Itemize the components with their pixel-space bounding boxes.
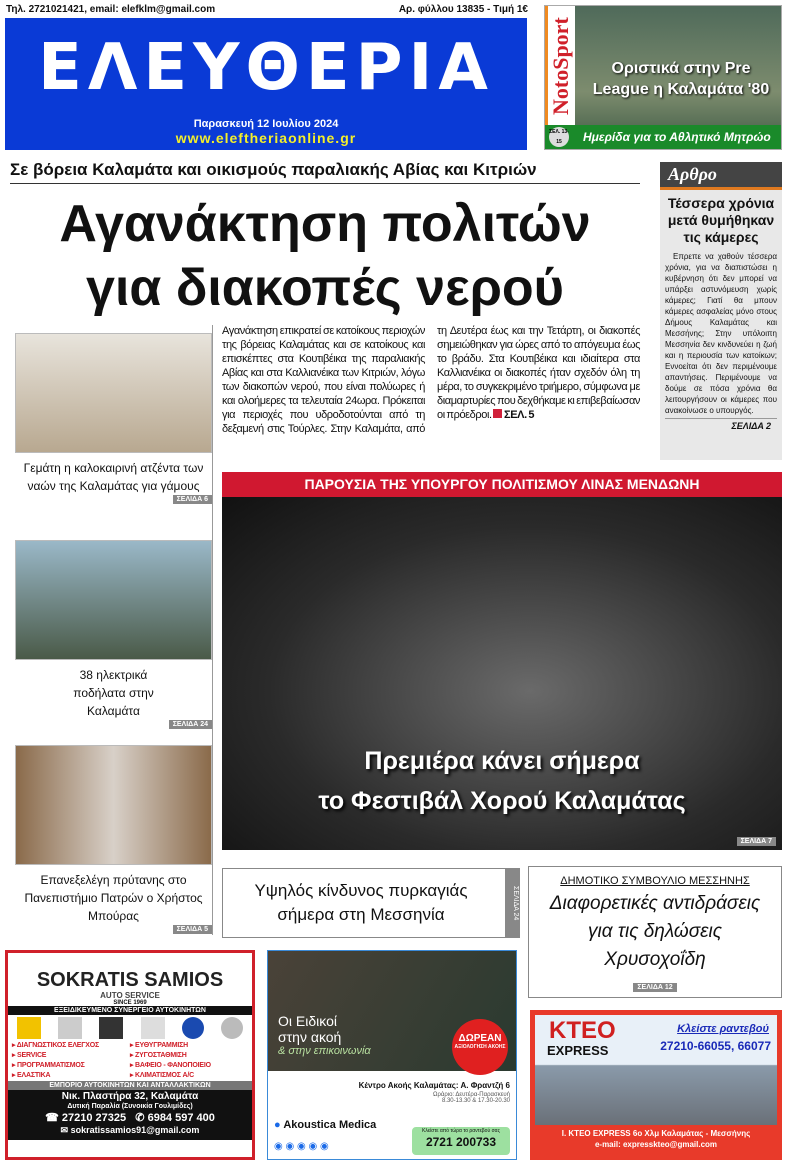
service-item: ▸ ΕΛΑΣΤΙΚΑ	[12, 1072, 51, 1079]
ad-mobile: 6984 597 400	[147, 1112, 215, 1124]
side-story-caption: Επανεξελέγη πρύτανης στο Πανεπιστήμιο Πατρών ο Χρήστος Μπούρας	[24, 873, 203, 923]
sport-subheadline[interactable]: Ημερίδα για το Αθλητικό Μητρώο	[583, 130, 771, 144]
headline-line: για διακοπές νερού	[86, 259, 564, 317]
ad-book: Κλείστε από τώρα το ραντεβού σας	[422, 1128, 500, 1134]
editorial-text: Επρεπε να χαθούν τέσσερα χρόνια, για να διαπιστώσει η κυβέρνηση ότι δεν μπορεί να υπάρξει αστυνόμευση χωρίς κάμερες; Γιατί θα μπουν κάμερες ασφαλείας μόνο στους Δήμους Καλαμάτας και Μεσσήνης; Στην υπόλοιπη Μεσσηνία δεν κινδυνεύει η ζωή και η περιουσία των κατοίκων; Εννοείται ότι δεν περιμένουμε απαντήσεις. Περιμένουμε να δούμε σε πόσα χρόνια θα λειτουργήσουν οι κάμερες που ανακοίνωσε ο υπουργός.	[665, 252, 777, 415]
feature-headline: το Φεστιβάλ Χορού Καλαμάτας	[318, 787, 686, 815]
council-story[interactable]	[528, 866, 782, 998]
ad-cta: Κλείστε ραντεβού	[677, 1023, 769, 1035]
ad-footer: I. KTEO EXPRESS 6ο Χλμ Καλαμάτας - Μεσσήνης	[561, 1129, 751, 1138]
lead-text: Αγανάκτηση επικρατεί σε κατοίκους περιοχών της βόρειας Καλαμάτας και σε κατοίκους και επισκέπτες στα Κουτιβέικα της παραλιακής Αβίας και στα Καλλιανέικα των Κιτριών, λόγω των διακοπών νερού, που είναι πολύωρες ή και ολοήμερες τα τελευταία 24ωρα. Πρόκειται για περιοχές που υδροδοτούνται από τη δεξαμενή στις Τούρλες. Στην Καλαμάτα, από τη Δευτέρα έως και την Τετάρτη, οι διακοπές σημειώθηκαν για ώρες από το απόγευμα έως το βράδυ. Στα Κουτιβέικα και ιδιαίτερα στα Καλλιανέικα οι διακοπές ήταν σχεδόν όλη τη μέρα, το συγκεκριμένο τριήμερο, σύμφωνα με διαμαρτυρίες που δεχθήκαμε κι επιβεβαίωσαν οι πρόεδροι.	[222, 325, 640, 435]
service-item: ▸ ΖΥΓΟΣΤΑΘΜΙΣΗ	[130, 1052, 187, 1059]
side-story[interactable]	[15, 333, 212, 504]
editorial-title[interactable]: Τέσσερα χρόνια μετά θυμήθηκαν τις κάμερες	[667, 195, 775, 245]
service-item: ▸ ΠΡΟΓΡΑΜΜΑΤΙΣΜΟΣ	[12, 1062, 85, 1069]
car-brand-logos	[8, 1015, 252, 1041]
ad-hours: 8.30-13.30 & 17.30-20.30	[441, 1098, 510, 1104]
side-story-caption: Γεμάτη η καλοκαιρινή ατζέντα των ναών της Καλαμάτας για γάμους	[23, 461, 204, 493]
feature-headline: Πρεμιέρα κάνει σήμερα	[364, 747, 640, 775]
ad-phone: 2721 200733	[425, 1135, 497, 1149]
ad-slogan: Οι Ειδικοί στην ακοή	[278, 1013, 342, 1045]
fire-risk-story[interactable]	[222, 868, 520, 938]
ad-since: SINCE 1969	[113, 1000, 147, 1006]
service-item: ▸ ΕΥΘΥΓΡΑΜΜΙΣΗ	[130, 1042, 188, 1049]
editorial-page: ΣΕΛΙΔΑ 2	[665, 418, 777, 433]
services-list	[8, 1041, 252, 1081]
free-badge-sub: ΑΞΙΟΛΟΓΗΣΗ ΑΚΟΗΣ	[454, 1044, 506, 1050]
ad-bar: ΕΜΠΟΡΙΟ ΑΥΤΟΚΙΝΗΤΩΝ ΚΑΙ ΑΝΤΑΛΛΑΚΤΙΚΩΝ	[8, 1081, 252, 1090]
column-divider	[212, 325, 213, 935]
page-tag: ΣΕΛΙΔΑ 24	[169, 720, 212, 729]
lead-headline[interactable]	[10, 192, 640, 320]
service-item: ▸ SERVICE	[12, 1052, 47, 1059]
editorial-label: Αρθρο	[660, 162, 782, 190]
ad-email: sokratissamios91@gmail.com	[70, 1125, 200, 1135]
lead-kicker: Σε βόρεια Καλαμάτα και οικισμούς παραλιακής Αβίας και Κιτριών	[10, 160, 640, 184]
issue-date: Παρασκευή 12 Ιουλίου 2024	[193, 118, 339, 130]
service-item: ▸ ΔΙΑΓΝΩΣΤΙΚΟΣ ΕΛΕΓΧΟΣ	[12, 1042, 99, 1049]
service-item: ▸ ΒΑΦΕΙΟ - ΦΑΝΟΠΟΙΕΙΟ	[130, 1062, 211, 1069]
ad-bar: ΕΞΕΙΔΙΚΕΥΜΕΝΟ ΣΥΝΕΡΓΕΙΟ ΑΥΤΟΚΙΝΗΤΩΝ	[8, 1006, 252, 1015]
editorial-column[interactable]	[660, 162, 782, 460]
notosport-logo: NotoSport	[545, 6, 575, 126]
ad-sokratis-samios[interactable]: SOKRATIS SAMIOS AUTO SERVICE SINCE 1969 ΕΞΕΙΔΙΚΕΥΜΕΝΟ ΣΥΝΕΡΓΕΙΟ ΑΥΤΟΚΙΝΗΤΩΝ ▸ ΔΙΑΓΝΩΣΤΙΚΟΣ ΕΛΕΓΧΟΣ ▸ ΕΥΘΥΓΡΑΜΜΙΣΗ ▸ SERVICE ▸ ΖΥΓΟΣΤΑΘΜΙΣΗ ▸ ΠΡΟΓΡΑΜΜΑΤΙΣΜΟΣ ▸ ΒΑΦΕΙΟ - ΦΑΝΟΠΟΙΕΙΟ ▸ ΕΛΑΣΤΙΚΑ ▸ ΚΛΙΜΑΤΙΣΜΟΣ A/C ΕΜΠΟΡΙΟ ΑΥΤΟΚΙΝΗΤΩΝ ΚΑΙ ΑΝΤΑΛΛΑΚΤΙΚΩΝ Νικ. Πλαστήρα 32, Καλαμάτα Δυτική Παραλία (Συνοικία Γουλιμίδες) ☎ 27210 27325 ✆ 6984 597 400 ✉ sokratissamios91@gmail.com	[5, 950, 255, 1160]
website-link[interactable]: www.eleftheriaonline.gr	[175, 130, 357, 146]
sport-promo[interactable]	[544, 5, 782, 150]
side-story[interactable]	[15, 745, 212, 934]
free-badge: ΔΩΡΕΑΝ	[458, 1033, 502, 1044]
page-tag: ΣΕΛΙΔΑ 5	[173, 925, 212, 934]
side-story-caption: 38 ηλεκτρικά ποδήλατα στην Καλαμάτα	[73, 668, 154, 718]
ad-kteo-express[interactable]	[530, 1010, 782, 1160]
council-kicker: ΔΗΜΟΤΙΚΟ ΣΥΜΒΟΥΛΙΟ ΜΕΣΣΗΝΗΣ	[560, 875, 750, 887]
service-item: ▸ ΚΛΙΜΑΤΙΣΜΟΣ A/C	[130, 1072, 194, 1079]
ad-email: e-mail: expresskteo@gmail.com	[594, 1140, 718, 1149]
rector-portrait-photo	[15, 745, 212, 865]
ad-sub: AUTO SERVICE	[100, 991, 160, 1000]
council-title: Διαφορετικές αντιδράσεις για τις δηλώσεις Χρυσοχοΐδη	[549, 893, 761, 970]
ad-brand: KTEO	[549, 1017, 616, 1044]
page-tag: ΣΕΛΙΔΑ 12	[633, 983, 676, 992]
ebikes-photo	[15, 540, 212, 660]
ad-phone: 27210 27325	[61, 1112, 127, 1124]
bullet-square-icon	[493, 409, 502, 418]
dance-festival-photo[interactable]	[222, 497, 782, 850]
wedding-church-photo	[15, 333, 212, 453]
ad-hours-label: Ωράριο: Δευτέρα-Παρασκευή	[432, 1092, 510, 1098]
lead-page-ref[interactable]: ΣΕΛ. 5	[504, 409, 535, 421]
feature-banner: ΠΑΡΟΥΣΙΑ ΤΗΣ ΥΠΟΥΡΓΟΥ ΠΟΛΙΤΙΣΜΟΥ ΛΙΝΑΣ ΜΕΝΔΩΝΗ	[222, 472, 782, 497]
ad-slogan: & στην επικοινωνία	[278, 1045, 371, 1057]
page-tag: ΣΕΛΙΔΑ 6	[173, 495, 212, 504]
social-icons[interactable]: ◉ ◉ ◉ ◉ ◉	[274, 1141, 329, 1152]
fire-title: Υψηλός κίνδυνος πυρκαγιάς σήμερα στη Μεσσηνία	[254, 881, 468, 924]
ad-area: Δυτική Παραλία (Συνοικία Γουλιμίδες)	[67, 1103, 193, 1110]
side-story[interactable]	[15, 540, 212, 729]
ad-brand: EXPRESS	[547, 1043, 609, 1058]
logo: ΕΛΕΥΘΕΡΙΑ	[38, 31, 494, 105]
lead-body	[222, 324, 640, 436]
ad-brand: SOKRATIS SAMIOS	[36, 969, 224, 991]
sport-headline[interactable]: Οριστικά στην Pre League η Καλαμάτα '80	[592, 60, 770, 98]
sport-page: ΣΕΛ. 13-15	[549, 129, 569, 145]
ad-address: Κέντρο Ακοής Καλαμάτας: Α. Φραντζή 6	[358, 1081, 510, 1090]
page-tag: ΣΕΛΙΔΑ 7	[737, 837, 776, 846]
ad-phone: 27210-66055, 66077	[660, 1039, 771, 1053]
headline-line: Αγανάκτηση πολιτών	[59, 195, 591, 253]
page-tag: ΣΕΛΙΔΑ 24	[505, 869, 519, 937]
contact-line: Τηλ. 2721021421, email: elefklm@gmail.com	[6, 4, 216, 15]
ad-brand: Akoustica Medica	[283, 1119, 377, 1131]
issue-number: Αρ. φύλλου 13835 - Τιμή 1€	[398, 4, 528, 15]
masthead[interactable]	[5, 18, 527, 150]
ad-address: Νικ. Πλαστήρα 32, Καλαμάτα	[61, 1091, 199, 1102]
ad-akoustica-medica[interactable]: Οι Ειδικοί στην ακοή & στην επικοινωνία ΔΩΡΕΑΝ ΑΞΙΟΛΟΓΗΣΗ ΑΚΟΗΣ Κέντρο Ακοής Καλαμάτας: Α. Φραντζή 6 Ωράριο: Δευτέρα-Παρασκευή 8.30-13.30 & 17.30-20.30 ● Akoustica Medica ◉ ◉ ◉ ◉ ◉ Κλείστε από τώρα το ραντεβού σας 2721 200733	[267, 950, 517, 1160]
